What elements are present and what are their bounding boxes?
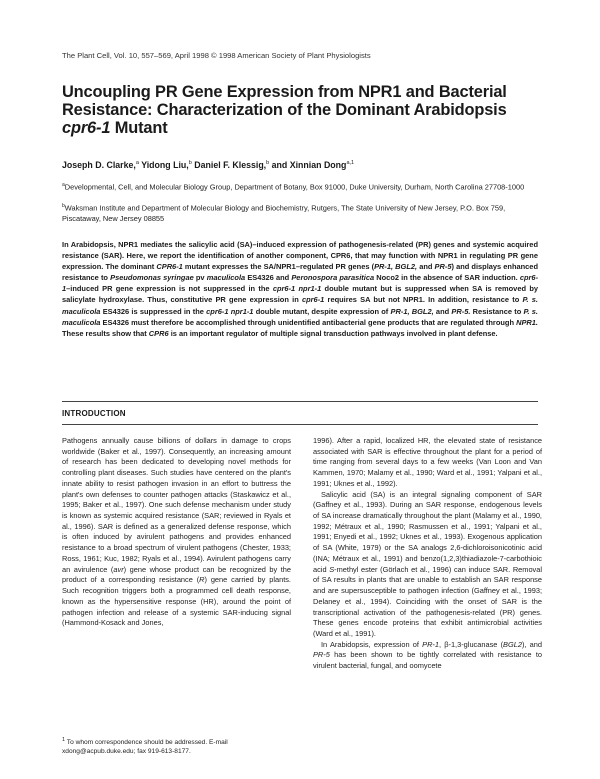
footnote-mark: 1 xyxy=(62,737,66,743)
journal-citation: The Plant Cell, Vol. 10, 557–569, April 1998 © 1998 American Society of Plant Physiologists xyxy=(62,51,371,60)
author-affiliation-mark: a,1 xyxy=(346,160,355,167)
abstract xyxy=(62,239,538,339)
section-rule-top xyxy=(62,401,538,402)
abstract-italic: P. s. maculicola xyxy=(62,306,539,327)
abstract-text: These results show that xyxy=(62,328,149,338)
abstract-text: ) and displays enhanced resistance to xyxy=(62,262,538,283)
paragraph-text: ) gene carried by plants. Such recognition triggers both a programmed cell death response, known as the hypersensitive response (HR), around the point of pathogen infection and release of a systemic SAR-inducing signal (Hammond-Kosack and Jones, xyxy=(62,575,291,628)
author-name: and Xinnian Dong xyxy=(271,160,347,170)
abstract-italic: PR-5 xyxy=(434,262,452,272)
abstract-text: Resistance to xyxy=(470,306,524,316)
abstract-text: –induced PR gene expression is not suppressed in the xyxy=(66,284,273,294)
abstract-italic: cpr6-1 xyxy=(301,295,325,305)
author-affiliation-mark: b xyxy=(266,160,270,167)
footnote-text: To whom correspondence should be addressed. E-mail xdong@acpub.duke.edu; fax 919-613-8177. xyxy=(62,739,228,756)
affiliation-mark: b xyxy=(62,203,65,209)
abstract-italic: NPR1. xyxy=(516,317,538,327)
abstract-text: is an important regulator of multiple signal transduction pathways involved in plant defense. xyxy=(168,328,498,338)
abstract-text: ES4326 is suppressed in the xyxy=(100,306,207,316)
paragraph xyxy=(62,436,291,629)
author-affiliation-mark: a xyxy=(135,160,139,167)
abstract-text: mutant expresses the SA/NPR1–regulated PR genes ( xyxy=(182,262,375,272)
abstract-text: and xyxy=(433,306,452,316)
abstract-italic: PR-5. xyxy=(451,306,471,316)
paragraph xyxy=(313,490,542,640)
affiliation-a xyxy=(62,180,532,193)
abstract-italic: maculicola xyxy=(206,273,246,283)
paragraph-italic: PR-5 xyxy=(313,650,330,660)
abstract-text: ES4326 and xyxy=(245,273,292,283)
abstract-italic: Pseudomonas syringae xyxy=(110,273,194,283)
abstract-italic: PR-1, BGL2, xyxy=(374,262,418,272)
abstract-text: Noco2 in the absence of SAR induction. xyxy=(374,273,520,283)
title-line-1: Uncoupling PR Gene Expression from NPR1 and Bacterial xyxy=(62,83,507,101)
paragraph-text: , β-1,3-glucanase ( xyxy=(438,639,504,649)
affiliation-text: Waksman Institute and Department of Molecular Biology and Biochemistry, Rutgers, The State University of New Jersey, P.O. Box 759, Piscataway, New Jersey 08855 xyxy=(62,203,506,224)
paragraph-italic: R xyxy=(199,575,205,585)
title-line-2: Resistance: Characterization of the Dominant Arabidopsis xyxy=(62,101,507,119)
author-name: Yidong Liu, xyxy=(141,160,189,170)
author-name: Joseph D. Clarke, xyxy=(62,160,136,170)
body-column-right xyxy=(313,436,542,672)
abstract-italic: CPR6-1 xyxy=(156,262,183,272)
title-mutant-name: cpr6-1 xyxy=(62,119,111,137)
abstract-italic: cpr6-1 npr1-1 xyxy=(272,284,322,294)
abstract-italic: cpr6-1 npr1-1 xyxy=(206,306,254,316)
section-heading: INTRODUCTION xyxy=(62,409,126,418)
abstract-italic: P. s. maculicola xyxy=(62,295,539,316)
paragraph-text: has been shown to be tightly correlated with resistance to virulent bacterial, fungal, and oomycete xyxy=(313,650,542,671)
abstract-text: double mutant but is suppressed when SA is removed by salicylate hydroxylase. Thus, constitutive PR gene expression in xyxy=(62,284,538,305)
abstract-text: ES4326 must therefore be accomplished through unidentified antibacterial gene products that are regulated through xyxy=(100,317,517,327)
author-list xyxy=(62,160,354,170)
paragraph-italic: PR-1 xyxy=(422,639,439,649)
paragraph-text: Salicylic acid (SA) is an integral signaling component of SAR (Gaffney et al., 1993). During an SAR response, endogenous levels of SA increase dramatically throughout the plant (Malamy et al., 1990, 1992; Métraux et al., 1990; Rasmussen et al., 1991; Yalpani et al., 1991; Enyedi et al., 1992; Uknes et al., 1993). Exogenous application of SA (White, 1979) or the SA analogs 2,6-dichloroisonicotinic acid (INA; Métraux et al., 1991) and benzo(1,2,3)thiadiazole-7-carbothioic acid xyxy=(313,489,542,574)
abstract-italic: CPR6 xyxy=(148,328,169,338)
section-rule-bottom xyxy=(62,424,538,425)
paragraph-text: In Arabidopsis, expression of xyxy=(321,639,423,649)
paragraph xyxy=(313,436,542,490)
abstract-text: requires SA but not NPR1. In addition, resistance to xyxy=(324,295,523,305)
abstract-text: and xyxy=(417,262,435,272)
paragraph-text: ) gene whose product can be recognized by the product of a corresponding resistance ( xyxy=(62,564,292,585)
affiliation-b xyxy=(62,201,532,225)
paragraph xyxy=(313,640,542,672)
paragraph-text: 1996). After a rapid, localized HR, the elevated state of resistance associated with SAR is effective throughout the plant for a period of time ranging from several days to a few weeks (Van Loon and Van Kammen, 1970; Malamy et al., 1990; Ward et al., 1991; Yalpani et al., 1991; Uknes et al., 1992). xyxy=(313,436,542,488)
title-line-3: Mutant xyxy=(110,119,168,137)
paragraph-text: ), and xyxy=(521,639,542,649)
paragraph-italic: S xyxy=(329,564,335,574)
abstract-italic: PR-1, BGL2, xyxy=(390,306,434,316)
abstract-text: double mutant, despite expression of xyxy=(253,306,391,316)
paragraph-text: -methyl ester (Görlach et al., 1996) can induce SAR. Removal of SA results in plants that are unable to establish an SAR response and are supersusceptible to pathogen infection (Gaffney et al., 1993; Delaney et al., 1994). Coinciding with the onset of SAR is the transcriptional activation of the pathogenesis-related (PR) genes. These genes encode proteins that exhibit antimicrobial activities (Ward et al., 1991). xyxy=(313,564,542,638)
abstract-text: In Arabidopsis, NPR1 mediates the salicylic acid (SA)–induced expression of pathogenesis-related (PR) genes and systemic acquired resistance (SAR). Here, we report the identification of another component, CPR6, that may function with NPR1 in regulating PR gene expression. The dominant xyxy=(62,240,538,272)
body-column-left xyxy=(62,436,291,629)
abstract-italic: Peronospora parasitica xyxy=(291,273,375,283)
affiliation-text: Developmental, Cell, and Molecular Biology Group, Department of Botany, Box 91000, Duke University, Durham, North Carolina 27708-1000 xyxy=(64,182,525,192)
abstract-text: pv xyxy=(193,273,207,283)
article-title xyxy=(62,83,542,137)
author-name: Daniel F. Klessig, xyxy=(194,160,267,170)
affiliation-mark: a xyxy=(62,182,65,188)
paragraph-text: Pathogens annually cause billions of dollars in damage to crops worldwide (Baker et al., 1997). Consequently, an increasing amount of research has been dedicated to developing novel methods for controlling plant diseases. Such studies have centered on the plant's innate ability to resist pathogen invasion in an effort to buttress the plant's own defenses to counter pathogen attacks (Staskawicz et al., 1995; Baker et al., 1997). One such defense mechanism under study is known as systemic acquired resistance (SAR; reviewed in Ryals et al., 1996). SAR is defined as a generalized defense response, which is often induced by avirulent pathogens and provides enhanced resistance to a broad spectrum of virulent pathogens (Chester, 1933; Ross, 1961; Kuc, 1982; Ryals et al., 1994). Avirulent pathogens carry an avirulence ( xyxy=(62,436,291,574)
author-affiliation-mark: b xyxy=(188,160,192,167)
abstract-italic: cpr6-1 xyxy=(62,273,539,294)
footnote xyxy=(62,736,294,757)
paragraph-italic: avr xyxy=(113,564,124,574)
paragraph-italic: BGL2 xyxy=(503,639,522,649)
